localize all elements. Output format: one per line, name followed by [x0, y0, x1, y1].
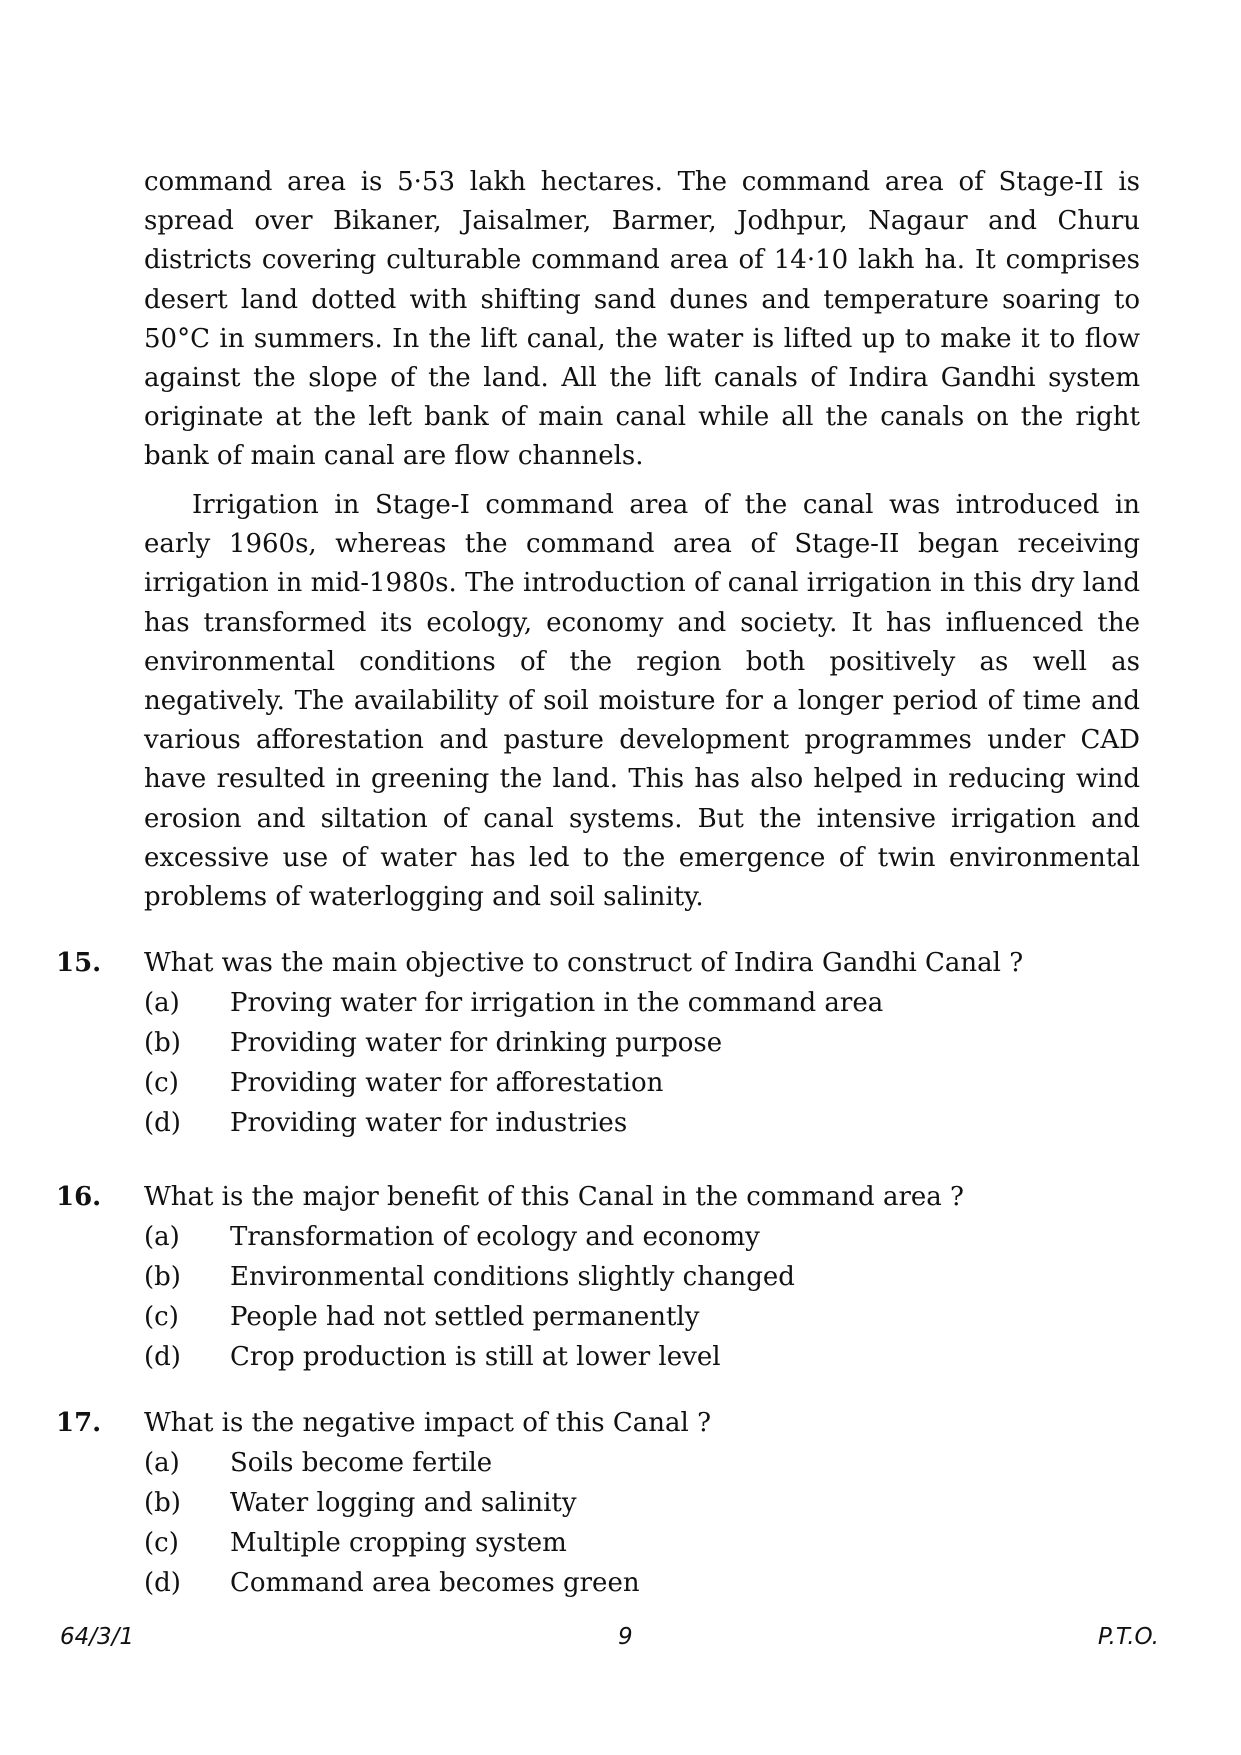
page-number: 9: [618, 1624, 633, 1650]
question-number: 17.: [56, 1408, 102, 1438]
question-number: 16.: [56, 1182, 102, 1212]
option-text: Proving water for irrigation in the command area: [230, 988, 884, 1018]
option-letter: (b): [144, 1262, 181, 1292]
question-text: What was the main objective to construct of Indira Gandhi Canal ?: [144, 948, 1024, 978]
option-letter: (a): [144, 988, 180, 1018]
option-text: Soils become fertile: [230, 1448, 493, 1478]
option-a: [144, 988, 883, 1018]
option-letter: (d): [144, 1342, 181, 1372]
option-b: [144, 1262, 795, 1292]
option-letter: (b): [144, 1488, 181, 1518]
option-text: Transformation of ecology and economy: [230, 1222, 760, 1252]
option-text: Multiple cropping system: [230, 1528, 567, 1558]
option-letter: (a): [144, 1448, 180, 1478]
option-d: [144, 1342, 721, 1372]
option-letter: (d): [144, 1108, 181, 1138]
option-b: [144, 1028, 722, 1058]
option-c: [144, 1068, 663, 1098]
option-text: Providing water for industries: [230, 1108, 628, 1138]
option-letter: (c): [144, 1068, 179, 1098]
option-letter: (b): [144, 1028, 181, 1058]
passage-paragraph-2: Irrigation in Stage-I command area of the canal was introduced in early 1960s, whereas the command area of Stage-II began receiving irrigation in mid-1980s. The introduction of canal irrigation in this dry land has transformed its ecology, economy and society. It has influenced the environmental conditions of the region both positively as well as negatively. The availability of soil moisture for a longer period of time and various afforestation and pasture development programmes under CAD have resulted in greening the land. This has also helped in reducing wind erosion and siltation of canal systems. But the intensive irrigation and excessive use of water has led to the emergence of twin environmental problems of waterlogging and soil salinity.: [144, 490, 1140, 913]
option-text: Environmental conditions slightly changed: [230, 1262, 795, 1292]
question-number: 15.: [56, 948, 102, 978]
option-text: Providing water for drinking purpose: [230, 1028, 723, 1058]
option-d: [144, 1568, 640, 1598]
option-b: [144, 1488, 577, 1518]
option-d: [144, 1108, 627, 1138]
option-c: [144, 1528, 567, 1558]
option-text: Providing water for afforestation: [230, 1068, 664, 1098]
option-letter: (c): [144, 1528, 179, 1558]
option-letter: (a): [144, 1222, 180, 1252]
option-letter: (c): [144, 1302, 179, 1332]
option-c: [144, 1302, 699, 1332]
option-letter: (d): [144, 1568, 181, 1598]
option-a: [144, 1222, 760, 1252]
pto-label: P.T.O.: [1097, 1624, 1159, 1650]
paper-code: 64/3/1: [60, 1624, 135, 1650]
option-text: Water logging and salinity: [230, 1488, 577, 1518]
option-a: [144, 1448, 492, 1478]
passage-paragraph-1: command area is 5·53 lakh hectares. The command area of Stage-II is spread over Bikaner, Jaisalmer, Barmer, Jodhpur, Nagaur and Churu districts covering culturable command area of 14·10 lakh ha. It comprises desert land dotted with shifting sand dunes and temperature soaring to 50°C in summers. In the lift canal, the water is lifted up to make it to flow against the slope of the land. All the lift canals of Indira Gandhi system originate at the left bank of main canal while all the canals on the right bank of main canal are flow channels.: [144, 167, 1140, 472]
question-text: What is the negative impact of this Canal ?: [144, 1408, 712, 1438]
question-text: What is the major benefit of this Canal in the command area ?: [144, 1182, 964, 1212]
option-text: People had not settled permanently: [230, 1302, 700, 1332]
option-text: Crop production is still at lower level: [230, 1342, 721, 1372]
option-text: Command area becomes green: [230, 1568, 640, 1598]
